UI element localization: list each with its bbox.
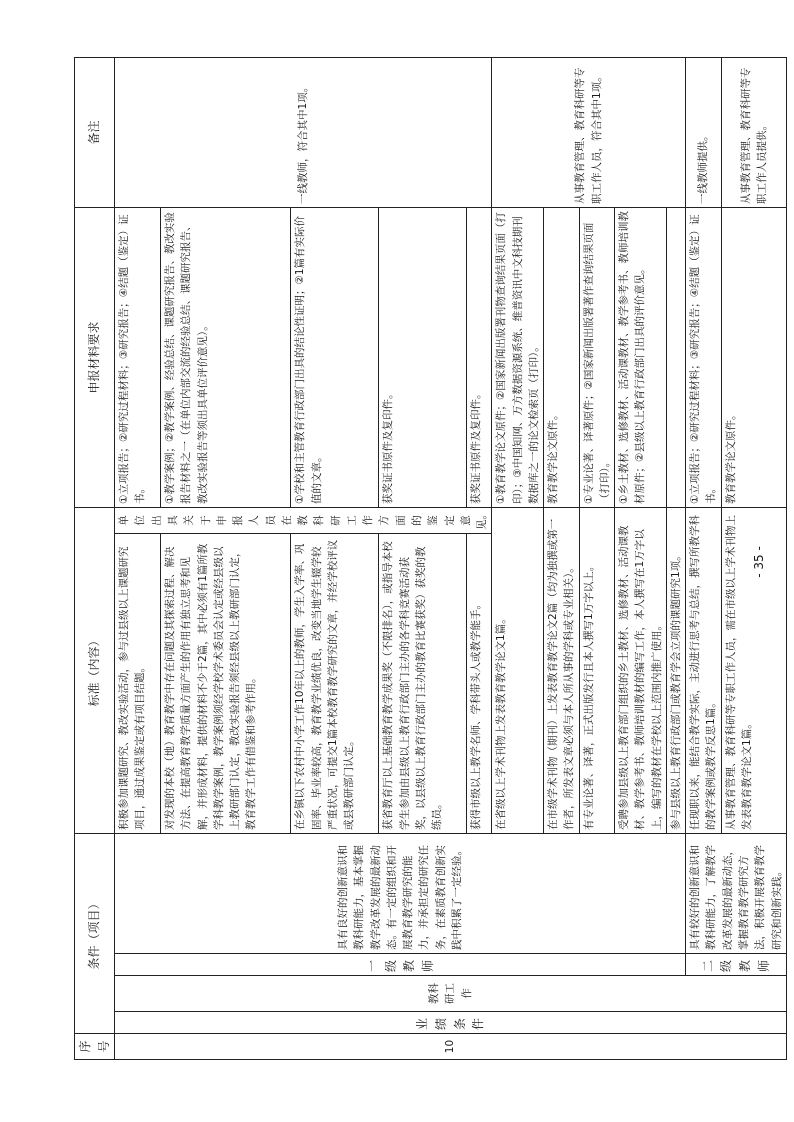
level2-remarks-1: 一线教师提供。 <box>686 57 722 207</box>
level1-standard-1: 积极参加课题研究、教改实验活动，参与过县级以上课题研究项目，通过成果鉴定或有项目结题。 <box>115 533 161 833</box>
level1-standard-8: 有专业论著、译著，正式出版发行且本人撰写1万字以上。 <box>579 507 615 833</box>
level1-standard-10: 参与县级以上教育行政部门或教育学会立项的课题研究1项。 <box>666 507 685 833</box>
header-seq: 序号 <box>75 1034 115 1060</box>
level2-materials-1: ①立项报告；②研究过程材料；③研究报告；④结题（鉴定）证书。 <box>686 207 722 507</box>
level1-remarks-1: 一线教师，符合其中1项。 <box>115 57 492 207</box>
level1-label: 一级教师 <box>115 954 686 976</box>
table-header-row <box>75 57 115 1059</box>
section-subcategory: 教科研工作 <box>115 976 787 1012</box>
level1-qualification: 具有良好的创新意识和教科研能力，基本掌握教学改革发展的最新动态。有一定的组织和开展教育教学研究的能力，并承担定的研究任务，在素质教育创新实践中积累了一定经验。 <box>115 833 686 953</box>
level1-standard-9: 受聘参加县级以上教育部门组织的乡土教材、选修教材、活动课教材、教学参考书、教师培训教材的编写工作，本人撰写在1万字以上，编写的教材在学校以上范围内推广使用。 <box>615 507 667 833</box>
table-row <box>115 57 161 1059</box>
header-materials: 申报材料要求 <box>75 207 115 507</box>
level2-qualification: 具有较好的创新意识和教科研能力，了解教学改革发展的最新动态，掌握教育教学研究方法，积极开展教育教学研究和创新实践。 <box>686 833 787 953</box>
level2-label: 二级教师 <box>686 954 787 976</box>
table-row <box>686 57 722 1059</box>
level1-standard-2: 对发现的本校（地）教育教学中存在问题及其探索过程、解决方法、在提高教育教学质量方面产生的作用有独立思考和见解，并形成材料，提供的材料不少于2篇，其中必须有1篇所教学科教学案例，教学案例须经学校学术委员会认定或经县级以上教研部门认定，教改实验报告须经县级以上教研部门认定，教育教学工作有借鉴和参考作用。 <box>161 533 291 833</box>
section-category: 业绩条件 <box>115 1012 787 1034</box>
level2-standard-1: 任现职以来，能结合教学实际，主动进行思考与总结，撰写所教学科的教学案例或教学反思1篇。 <box>686 507 722 833</box>
level2-standard-2: 从事教育管理、教育科研等专职工作人员，需在市级以上学术刊物上发表教育教学论文1篇。 <box>721 507 786 833</box>
level1-materials-8: ①专业论著、译著原件；②国家新闻出版署著作查询结果页面（打印）。 <box>579 207 615 507</box>
level1-standard-7: 在市级学术刊物（期刊）上发表教育教学论文2篇（均为独撰或第一作者，所发表文章必须与本人所从事的学科或专业相关）。 <box>544 507 580 833</box>
level1-remarks-2: 从事教育管理、教育科研等专职工作人员，符合其中1项。 <box>492 57 686 207</box>
page-number: - 35 - <box>752 546 766 578</box>
level1-materials-4: 获奖证书原件及复印件。 <box>379 207 467 507</box>
level1-materials-3: ①学校和主管教育行政部门出具的结论性证明；②1篇有实际价值的文章。 <box>291 207 379 507</box>
verify-note: 单位出具关于申报人员在教科研工作方面的鉴定意见。 <box>115 507 492 533</box>
level1-standard-3: 在乡镇以下农村中小学工作10年以上的教师，学生入学率、巩固率、毕业率较高，教育教学业绩优良，改变当地学生辍学较严重状况，可提交1篇本校教育教学研究的文章，并经学校评议或县教研部门认定。 <box>291 533 379 833</box>
level2-materials-2: 教育教学论文原件。 <box>721 207 786 507</box>
level1-standard-5: 获得市级以上教学名师、学科带头人或教学能手。 <box>467 533 492 833</box>
header-standard: 标准（内容） <box>75 507 115 833</box>
header-remarks: 备注 <box>75 57 115 207</box>
level1-materials-5: 获奖证书原件及复印件。 <box>467 207 492 507</box>
section-number: 10 <box>115 1034 787 1060</box>
level1-materials-2: ①教学案例；②教学案例、经验总结、课题研究报告、教改实验报告材料之一（在单位内部交流的经验总结、课题研究报告、教改实验报告等须出具单位评价意见）。 <box>161 207 291 507</box>
level1-standard-6: 在省级以上学术刊物上发表教育教学论文1篇。 <box>492 507 544 833</box>
level2-remarks-2: 从事教育管理、教育科研等专职工作人员提供。 <box>721 57 786 207</box>
level1-materials-6: ①教育教学论文原件；②国家新闻出版署刊物查询结果页面（打印）；③中国知网、万方数据资源系统、维普资讯中文科技期刊数据库之一的论文检索页（打印）。 <box>492 207 544 507</box>
level1-materials-10 <box>666 207 685 507</box>
header-condition: 条件（项目） <box>75 833 115 1033</box>
level1-materials-7: 教育教学论文原件。 <box>544 207 580 507</box>
level1-materials-1: ①立项报告；②研究过程材料；③研究报告；④结题（鉴定）证书。 <box>115 207 161 507</box>
level1-materials-9: ①乡土教材、选修教材、活动课教材、教学参考书、教师培训教材原件；②县级以上教育行政部门出具的评价意见。 <box>615 207 667 507</box>
evaluation-table <box>74 57 787 1060</box>
level1-standard-4: 获省教育厅以上基础教育教学成果奖（不限排名），或指导本校学生参加由县级以上教育行政部门主办的各学科竞赛活动获奖，以县级以上教育行政部门主办的教育比赛获奖）获奖的教练员。 <box>379 533 467 833</box>
